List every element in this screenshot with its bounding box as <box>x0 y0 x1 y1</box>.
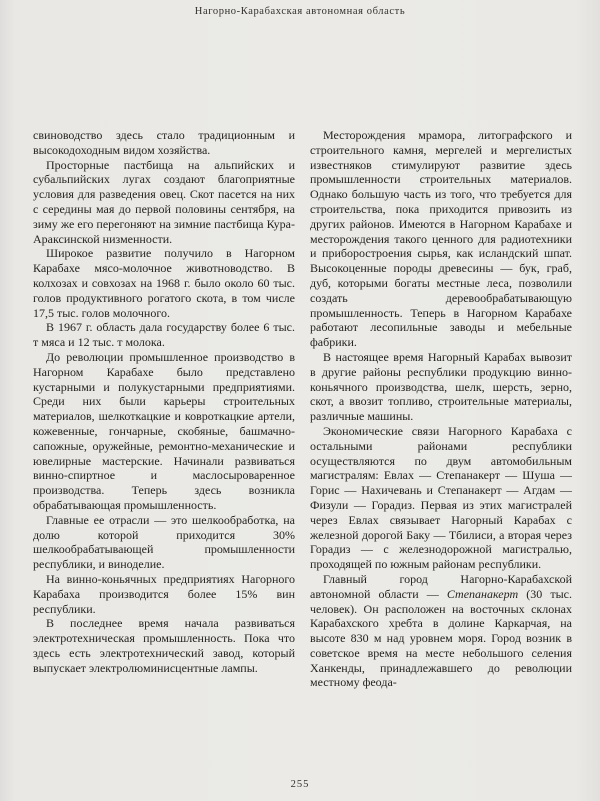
paragraph-text: (30 тыс. человек). Он расположен на восточных склонах Карабахского хребта в долине Каркарчая, на высоте 830 м над уровнем моря. Город возник в советское время на месте небольшого селения Ханкенды, принадлежавшего до революции местному феода- <box>310 586 572 690</box>
paragraph: свиноводство здесь стало традиционным и высокодоходным видом хозяйства. <box>33 128 295 157</box>
page-body <box>33 128 572 783</box>
city-name-italic: Степанакерт <box>446 586 519 601</box>
paragraph: В 1967 г. область дала государству более 6 тыс. т мяса и 12 тыс. т молока. <box>33 320 295 350</box>
right-column <box>310 128 572 783</box>
paragraph: Широкое развитие получило в Нагорном Карабахе мясо-молочное животноводство. В колхозах и совхозах на 1968 г. было около 60 тыс. голов продуктивного рогатого скота, в том числе 17,5 тыс. голов молочного. <box>33 246 295 320</box>
paragraph: В настоящее время Нагорный Карабах вывозит в другие районы республики продукцию винно-коньячного производства, шелк, шерсть, зерно, скот, а ввозит топливо, строительные материалы, различные машины. <box>310 349 572 424</box>
page-number: 255 <box>290 779 310 790</box>
paragraph: Просторные пастбища на альпийских и субальпийских лугах создают благоприятные условия для разведения овец. Скот пасется на них с середины мая до первой половины сентября, на зиму же его перегоняют на зимние пастбища Кура-Араксинской низменности. <box>33 157 295 246</box>
paragraph: На винно-коньячных предприятиях Нагорного Карабаха производится более 15% вин республики. <box>33 571 295 616</box>
paragraph: Месторождения мрамора, литографского и строительного камня, мергелей и мергелистых известняков стимулируют развитие здесь промышленности строительных материалов. Однако большую часть из того, что требуется для строительства, пока приходится привозить из других районов. Имеются в Нагорном Карабахе и месторождения такого ценного для радиотехники и приборостроения сырья, как исландский шпат. Высокоценные породы древесины — бук, граб, дуб, которыми богаты местные леса, позволили создать деревообрабатывающую промышленность. Теперь в Нагорном Карабахе работают лесопильные заводы и мебельные фабрики. <box>310 128 572 350</box>
paragraph: Экономические связи Нагорного Карабаха с остальными районами республики осуществляются по двум автомобильным магистралям: Евлах — Степанакерт — Шуша — Горис — Нахичевань и Степанакерт — Агдам — Физули — Горадиз. Первая из этих магистралей через Евлах связывает Нагорный Карабах с железной дорогой Баку — Тбилиси, а вторая через Горадиз — с железнодорожной магистралью, проходящей по южным районам республики. <box>310 423 572 572</box>
left-column <box>33 128 295 783</box>
paragraph: Главные ее отрасли — это шелкообработка, на долю которой приходится 30% шелкообрабатывающей промышленности республики, и виноделие. <box>33 512 295 572</box>
paragraph: До революции промышленное производство в Нагорном Карабахе было представлено кустарными и полукустарными предприятиями. Среди них были карьеры строительных материалов, шелкоткацкие и ковроткацкие артели, кожевенные, гончарные, скобяные, башмачно-сапожные, оружейные, ремонтно-механические и ювелирные мастерские. Начинали развиваться винно-спиртное и маслосыроваренное производства. Теперь здесь возникла обрабатывающая промышленность. <box>33 349 295 512</box>
paragraph-text: Главный город Нагорно-Карабахской автономной области — <box>310 571 572 601</box>
paragraph <box>310 572 572 690</box>
running-header: Нагорно-Карабахская автономная область <box>194 6 406 17</box>
paragraph: В последнее время начала развиваться электротехническая промышленность. Пока что здесь есть электротехнический завод, который выпускает электролюминисцентные лампы. <box>33 616 295 675</box>
